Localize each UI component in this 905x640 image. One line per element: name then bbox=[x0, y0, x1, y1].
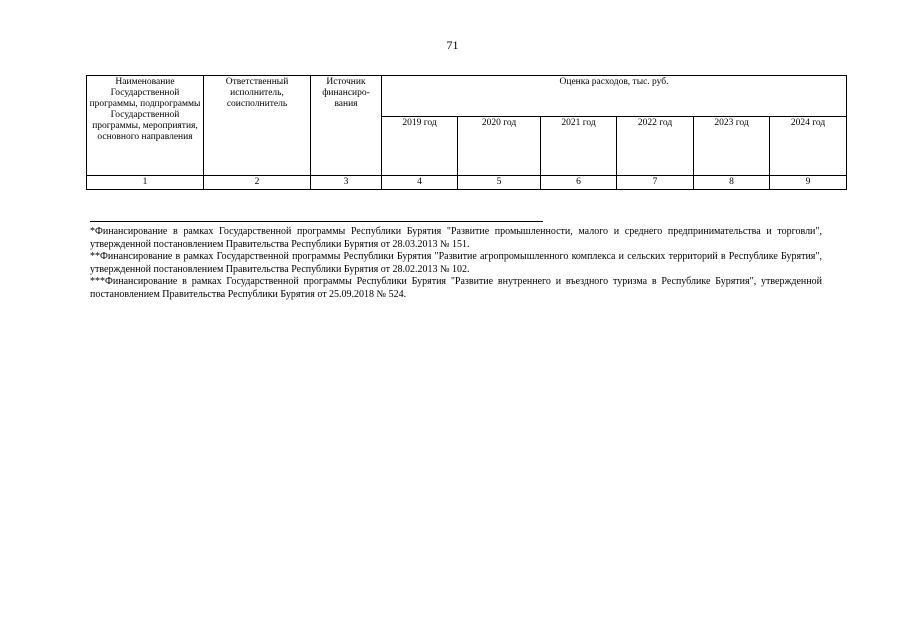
page-number: 71 bbox=[446, 38, 459, 52]
year-cell: 2023 год bbox=[694, 117, 770, 176]
column-number-cell: 3 bbox=[311, 176, 382, 190]
column-number-cell: 5 bbox=[458, 176, 541, 190]
header-name-cell: Наименование Государственной программы, подпрограммы Государственной программы, мероприятия, основного направления bbox=[87, 76, 204, 176]
column-number-cell: 7 bbox=[617, 176, 694, 190]
year-cell: 2020 год bbox=[458, 117, 541, 176]
footnote-2: **Финансирование в рамках Государственной программы Республики Бурятия "Развитие агропромышленного комплекса и сельских территорий в Республике Бурятия", утвержденной постановлением Правительства Республики Бурятия от 28.02.2013 № 102. bbox=[90, 251, 822, 275]
header-executor-cell: Ответственный исполнитель, соисполнитель bbox=[204, 76, 311, 176]
footnote-3: ***Финансирование в рамках Государственной программы Республики Бурятия "Развитие внутреннего и въездного туризма в Республике Бурятия", утвержденной постановлением Правительства Республики Бурятия от 25.09.2018 № 524. bbox=[90, 276, 822, 300]
column-number-cell: 8 bbox=[694, 176, 770, 190]
column-number-cell: 6 bbox=[541, 176, 617, 190]
year-cell: 2019 год bbox=[382, 117, 458, 176]
table-header-row bbox=[87, 76, 847, 117]
column-number-cell: 9 bbox=[770, 176, 847, 190]
year-cell: 2024 год bbox=[770, 117, 847, 176]
column-number-cell: 4 bbox=[382, 176, 458, 190]
header-source-cell: Источник финансиро-вания bbox=[311, 76, 382, 176]
year-cell: 2022 год bbox=[617, 117, 694, 176]
footnote-separator bbox=[90, 221, 543, 222]
year-cell: 2021 год bbox=[541, 117, 617, 176]
footnote-1: *Финансирование в рамках Государственной программы Республики Бурятия "Развитие промышленности, малого и среднего предпринимательства и торговли", утвержденной постановлением Правительства Республики Бурятия от 28.03.2013 № 151. bbox=[90, 226, 822, 250]
footnotes bbox=[90, 226, 822, 301]
table-column-numbers-row bbox=[87, 176, 847, 190]
header-expenses-cell: Оценка расходов, тыс. руб. bbox=[382, 76, 847, 117]
column-number-cell: 2 bbox=[204, 176, 311, 190]
column-number-cell: 1 bbox=[87, 176, 204, 190]
budget-table bbox=[86, 75, 847, 190]
